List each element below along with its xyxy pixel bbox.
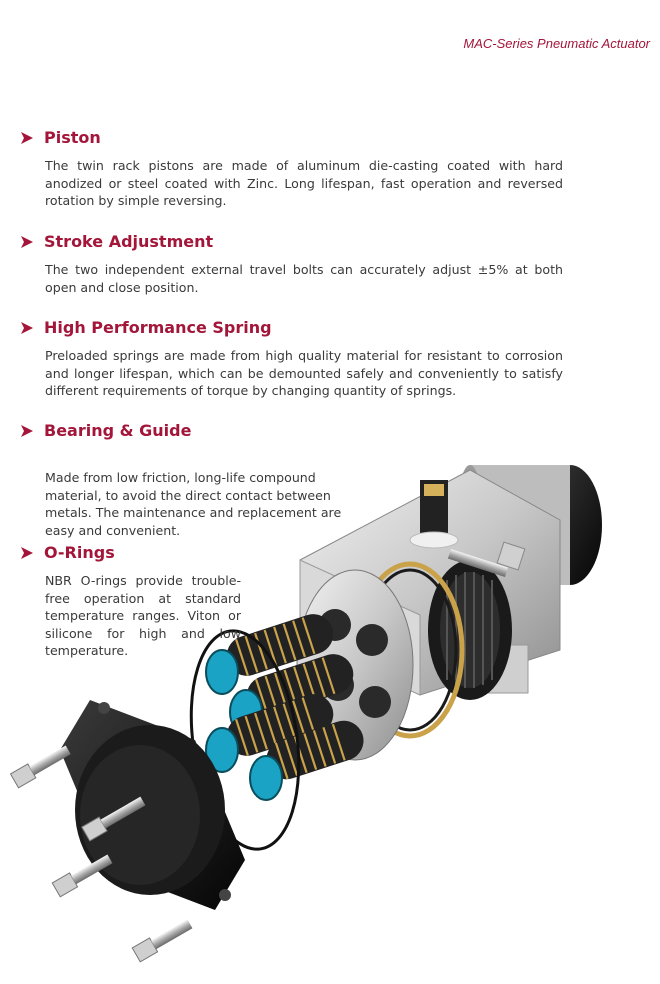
section-body: NBR O-rings provide trouble-free operation at standard temperature ranges. Viton or silicone for high and low temperature. bbox=[45, 573, 241, 658]
section-body: The two independent external travel bolts can accurately adjust ±5% at both open and close position. bbox=[45, 262, 563, 295]
section-body: The twin rack pistons are made of aluminum die-casting coated with hard anodized or steel coated with Zinc. Long lifespan, fast operation and reversed rotation by simple reversing. bbox=[45, 158, 563, 208]
section-heading bbox=[20, 421, 563, 440]
page-header-title: MAC-Series Pneumatic Actuator bbox=[463, 36, 650, 51]
actuator-exploded-illustration bbox=[0, 440, 660, 984]
section-heading bbox=[20, 543, 241, 562]
section-title: Bearing & Guide bbox=[44, 421, 192, 440]
section-piston bbox=[20, 128, 563, 210]
section-title: Stroke Adjustment bbox=[44, 232, 214, 251]
section-heading bbox=[20, 128, 563, 147]
section-body: Made from low friction, long-life compound material, to avoid the direct contact between metals. The maintenance and replacement are easy and convenient. bbox=[45, 470, 342, 538]
section-heading bbox=[20, 232, 563, 251]
section-heading bbox=[20, 318, 563, 337]
arrow-bullet-icon bbox=[20, 321, 34, 335]
arrow-bullet-icon bbox=[20, 131, 34, 145]
section-title: Piston bbox=[44, 128, 101, 147]
section-stroke-adjustment bbox=[20, 232, 563, 296]
section-high-performance-spring bbox=[20, 318, 563, 400]
section-body: Preloaded springs are made from high quality material for resistant to corrosion and longer lifespan, which can be demounted safely and conveniently to satisfy different requirements of torque by changing quantity of springs. bbox=[45, 348, 563, 398]
arrow-bullet-icon bbox=[20, 424, 34, 438]
section-title: O-Rings bbox=[44, 543, 115, 562]
section-title: High Performance Spring bbox=[44, 318, 272, 337]
bolt bbox=[11, 743, 73, 788]
arrow-bullet-icon bbox=[20, 235, 34, 249]
section-o-rings bbox=[20, 543, 241, 660]
arrow-bullet-icon bbox=[20, 546, 34, 560]
bolt bbox=[132, 917, 194, 962]
